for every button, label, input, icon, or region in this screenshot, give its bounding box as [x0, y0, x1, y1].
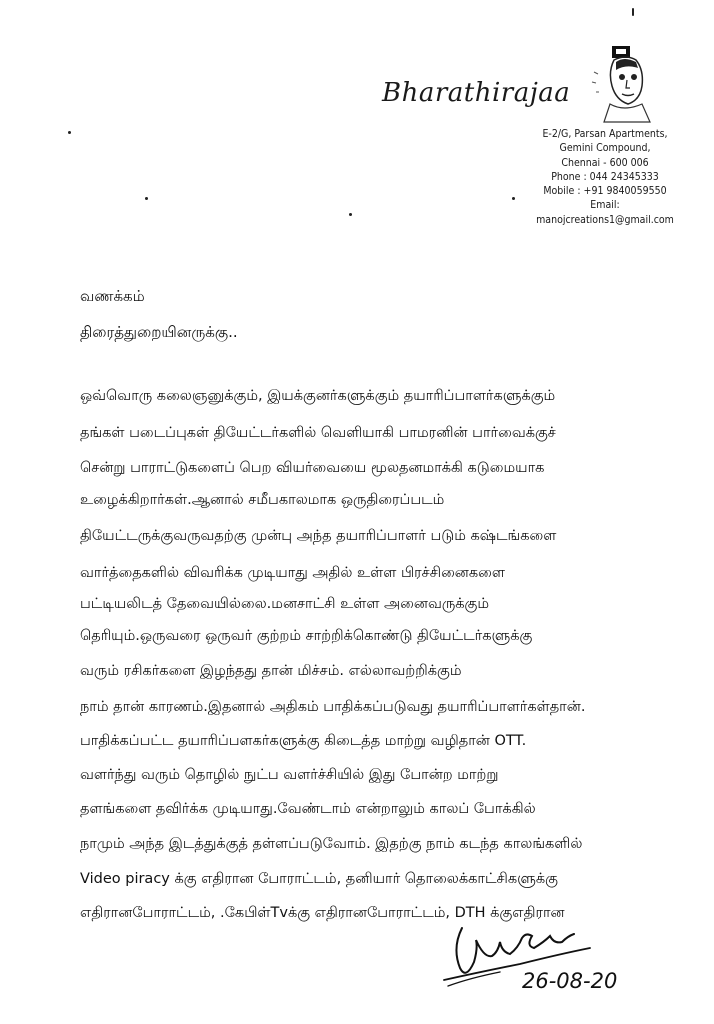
- body-line: வளர்ந்து வரும் தொழில் நுட்ப வளர்ச்சியில் இது போன்ற மாற்று: [80, 767, 499, 783]
- body-line: நாம் தான் காரணம்.இதனால் அதிகம் பாதிக்கப்படுவது தயாரிப்பாளர்கள்தான்.: [80, 699, 586, 715]
- email-label: Email:: [590, 199, 620, 212]
- body-line: ஒவ்வொரு கலைஞனுக்கும், இயக்குனர்களுக்கும் தயாரிப்பாளர்களுக்கும்: [80, 388, 556, 404]
- letterhead-name-signature: Bharathirajaa: [382, 78, 571, 108]
- address-line: Gemini Compound,: [559, 142, 651, 155]
- addressee: திரைத்துறையினருக்கு..: [80, 323, 238, 341]
- scan-speck: [145, 197, 148, 200]
- address-line: E-2/G, Parsan Apartments,: [542, 128, 668, 140]
- body-line: Video piracy க்கு எதிரான போராட்டம், தனியார் தொலைக்காட்சிகளுக்கு: [80, 871, 558, 887]
- letterhead-address: [520, 127, 691, 227]
- body-line: சென்று பாராட்டுகளைப் பெற வியர்வையை மூலதனமாக்கி கடுமையாக: [80, 460, 545, 476]
- body-line: தளங்களை தவிர்க்க முடியாது.வேண்டாம் என்றாலும் காலப் போக்கில்: [80, 801, 536, 817]
- mobile-line: Mobile : +91 9840059550: [543, 185, 667, 198]
- portrait-sketch-icon: [584, 42, 658, 124]
- body-line: தெரியும்.ஒருவரை ஒருவர் குற்றம் சாற்றிக்கொண்டு தியேட்டர்களுக்கு: [80, 628, 533, 644]
- address-line: Chennai - 600 006: [561, 156, 649, 169]
- body-line: வரும் ரசிகர்களை இழந்தது தான் மிச்சம். எல்லாவற்றிக்கும்: [80, 663, 462, 679]
- body-line: வார்த்தைகளில் விவரிக்க முடியாது அதில் உள்ள பிரச்சினைகளை: [80, 565, 505, 581]
- scan-speck: [349, 213, 352, 216]
- signature-date: 26-08-20: [522, 969, 618, 993]
- phone-line: Phone : 044 24345333: [551, 170, 659, 183]
- body-line: நாமும் அந்த இடத்துக்குத் தள்ளப்படுவோம். இதற்கு நாம் கடந்த காலங்களில்: [80, 836, 583, 852]
- body-line: பட்டியலிடத் தேவையில்லை.மனசாட்சி உள்ள அனைவருக்கும்: [80, 596, 490, 612]
- body-line: தங்கள் படைப்புகள் தியேட்டர்களில் வெளியாகி பாமரனின் பார்வைக்குச்: [80, 425, 556, 441]
- salutation: வணக்கம்: [80, 287, 145, 305]
- email-address: manojcreations1@gmail.com: [536, 213, 674, 226]
- body-line: எதிரானபோராட்டம், .கேபிள்Tvக்கு எதிரானபோராட்டம், DTH க்குஎதிரான: [80, 905, 565, 921]
- body-line: உழைக்கிறார்கள்.ஆனால் சமீபகாலமாக ஒருதிரைப்படம்: [80, 492, 445, 508]
- scan-speck: [512, 197, 515, 200]
- body-line: பாதிக்கப்பட்ட தயாரிப்பளகர்களுக்கு கிடைத்த மாற்று வழிதான் OTT.: [80, 733, 527, 749]
- handwritten-signature-icon: [440, 918, 650, 998]
- scan-speck: [68, 131, 71, 134]
- body-line: தியேட்டருக்குவருவதற்கு முன்பு அந்த தயாரிப்பாளர் படும் கஷ்டங்களை: [80, 528, 557, 544]
- scan-speck: [632, 8, 634, 16]
